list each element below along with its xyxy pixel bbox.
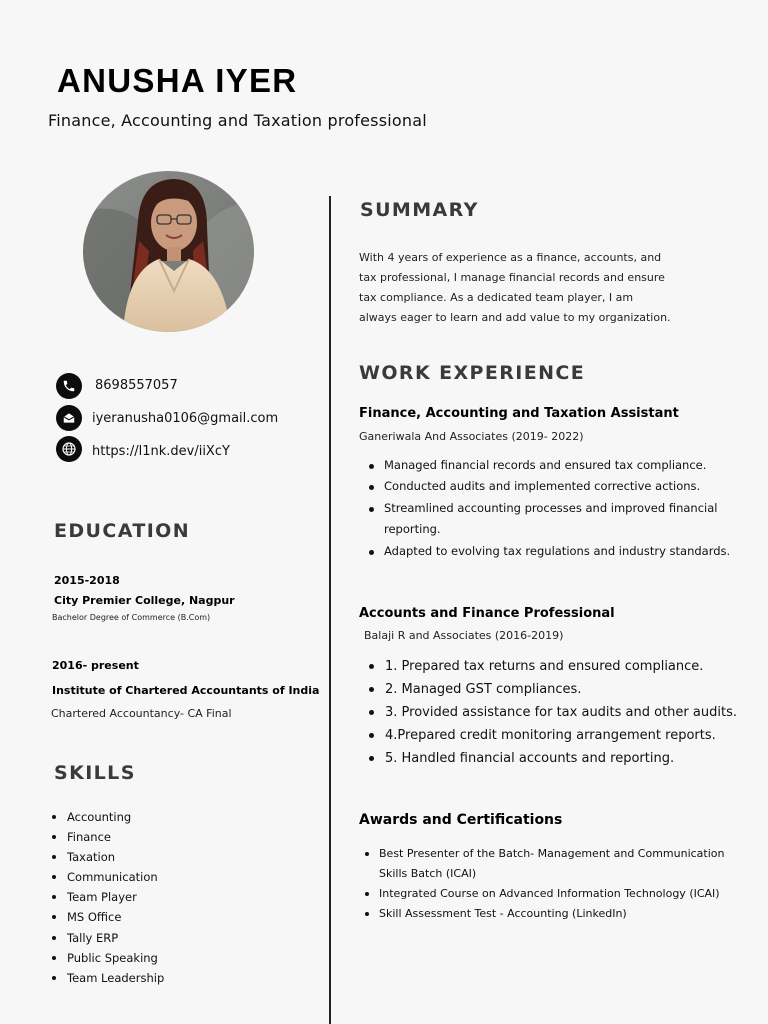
education-heading: EDUCATION [54,520,191,542]
award-item: Best Presenter of the Batch- Management and Communication Skills Batch (ICAI) [365,844,725,884]
summary-text [359,248,704,328]
job-bullet: Adapted to evolving tax regulations and industry standards. [369,541,749,562]
resume-name: ANUSHA IYER [57,62,298,99]
edu-years: 2016- present [52,659,139,672]
job-bullet: 2. Managed GST compliances. [369,678,759,701]
job-bullet: 4.Prepared credit monitoring arrangement reports. [369,724,759,747]
skill-item: Communication [48,867,164,887]
email-icon [56,405,82,431]
summary-line: With 4 years of experience as a finance, accounts, and [359,251,662,264]
skill-item: Taxation [48,847,164,867]
skill-item: Accounting [48,807,164,827]
job-bullet: Managed financial records and ensured tax compliance. [369,455,749,476]
job-bullet: 3. Provided assistance for tax audits and other audits. [369,701,759,724]
skill-item: Team Player [48,887,164,907]
job-bullets [369,655,759,770]
job-organization: Ganeriwala And Associates (2019- 2022) [359,430,584,443]
skill-item: MS Office [48,907,164,927]
column-divider [329,196,331,1024]
work-experience-heading: WORK EXPERIENCE [359,362,586,384]
job-bullet: 5. Handled financial accounts and reporting. [369,747,759,770]
skill-item: Public Speaking [48,948,164,968]
job-bullet: 1. Prepared tax returns and ensured compliance. [369,655,759,678]
summary-line: tax compliance. As a dedicated team player, I am [359,291,634,304]
profile-photo [83,171,254,332]
job-bullets [369,455,749,562]
contact-link[interactable]: https://l1nk.dev/iiXcY [92,444,230,459]
edu-years: 2015-2018 [54,574,120,587]
job-organization: Balaji R and Associates (2016-2019) [364,629,564,642]
award-item: Skill Assessment Test - Accounting (LinkedIn) [365,904,725,924]
edu-institution: City Premier College, Nagpur [54,594,235,607]
summary-heading: SUMMARY [360,199,479,221]
resume-tagline: Finance, Accounting and Taxation professional [48,111,427,130]
edu-institution: Institute of Chartered Accountants of India [52,684,320,697]
summary-line: always eager to learn and add value to my organization. [359,311,671,324]
summary-line: tax professional, I manage financial records and ensure [359,271,665,284]
job-title: Finance, Accounting and Taxation Assistant [359,406,679,421]
job-title: Accounts and Finance Professional [359,606,615,621]
edu-degree: Bachelor Degree of Commerce (B.Com) [52,613,211,622]
awards-list [365,844,725,924]
skill-item: Team Leadership [48,968,164,988]
edu-degree: Chartered Accountancy- CA Final [51,707,232,720]
skill-item: Tally ERP [48,928,164,948]
contact-email[interactable]: iyeranusha0106@gmail.com [92,411,279,426]
award-item: Integrated Course on Advanced Information Technology (ICAI) [365,884,725,904]
globe-icon [56,436,82,462]
skills-list [48,807,164,988]
job-bullet: Conducted audits and implemented corrective actions. [369,476,749,497]
awards-heading: Awards and Certifications [359,812,563,828]
skill-item: Finance [48,827,164,847]
contact-phone: 8698557057 [95,378,178,393]
skills-heading: SKILLS [54,762,136,784]
phone-icon [56,373,82,399]
job-bullet: Streamlined accounting processes and improved financial reporting. [369,498,749,541]
